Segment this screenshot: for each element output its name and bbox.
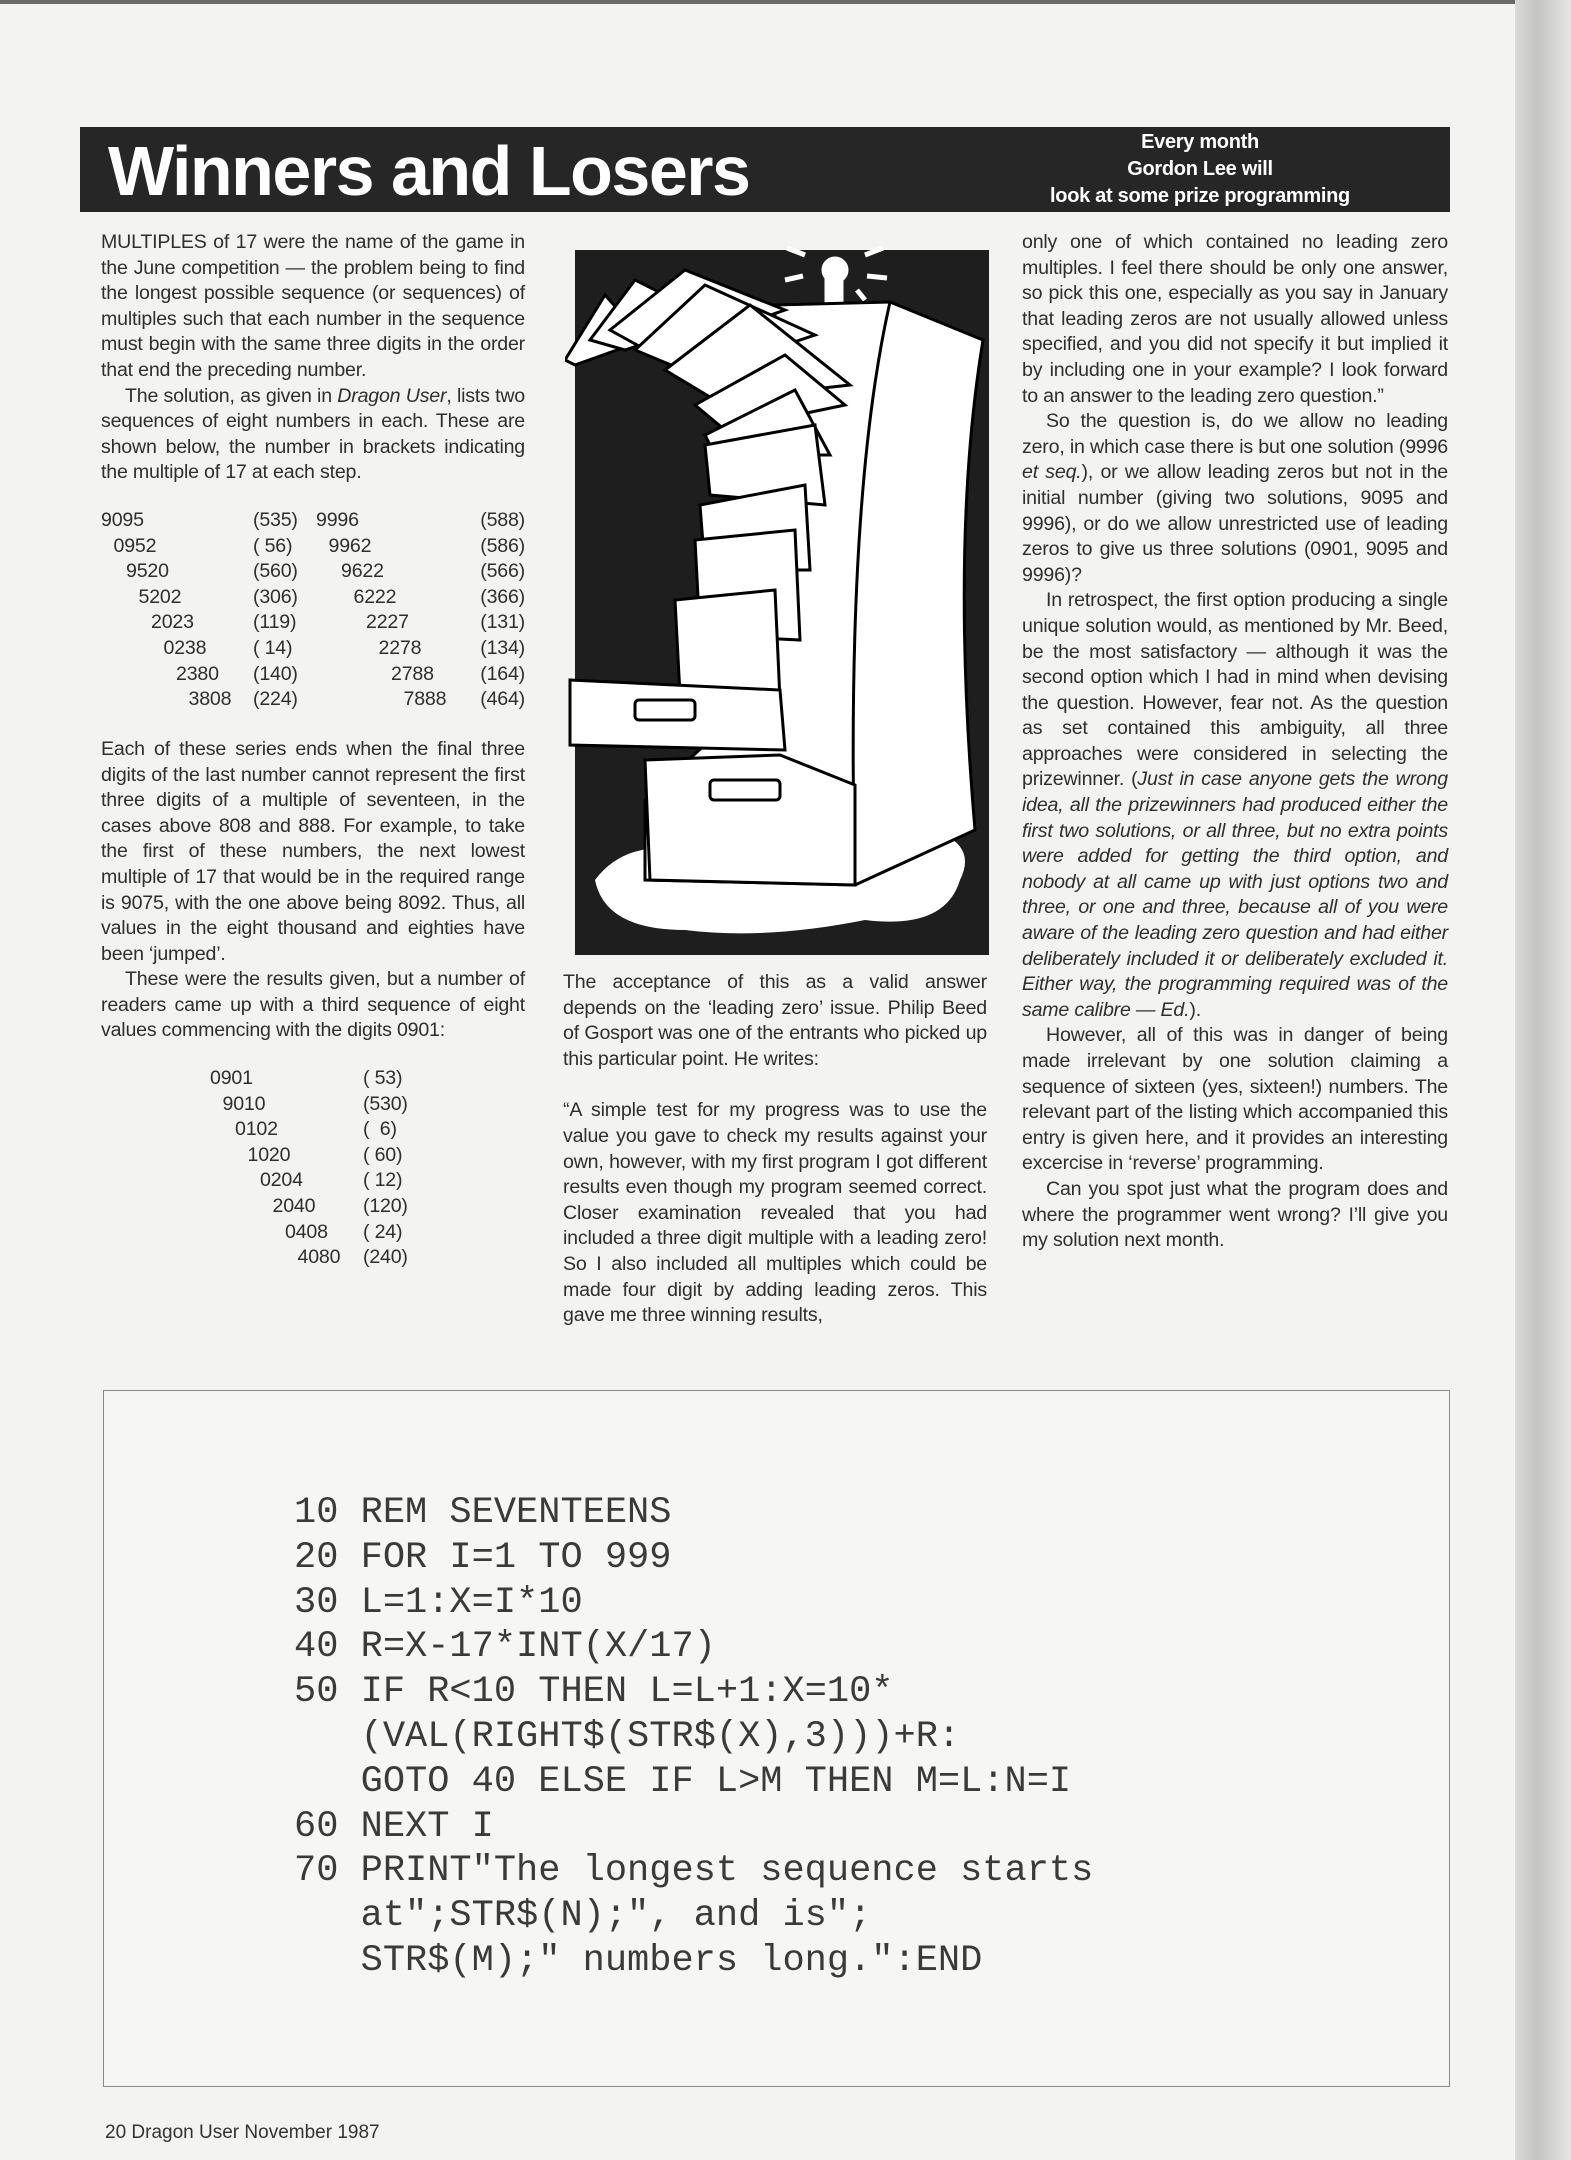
middle-column <box>563 970 987 1329</box>
paragraph <box>101 384 525 486</box>
code-line: GOTO 40 ELSE IF L>M THEN M=L:N=I <box>294 1760 1072 1803</box>
basic-program-listing <box>294 1491 1093 1984</box>
sequence-number: 9962 <box>328 534 372 557</box>
sequence-number: 0952 <box>113 534 157 557</box>
sequence-number: 4080 <box>297 1246 341 1269</box>
text-run: ), or we allow leading zeros but not in the initial number (giving two solutions, 9095 and 9996), or do we allow unrestricted use of leading zeros to give us three solutions (0901, 9095 and 9996)? <box>1022 461 1448 586</box>
sequence-number: 9095 <box>101 508 144 531</box>
left-column <box>101 230 525 1271</box>
text-run-italic: et seq. <box>1022 461 1082 484</box>
multiple-of-17: (366) <box>480 585 525 608</box>
multiple-of-17: ( 53) <box>363 1067 403 1090</box>
paragraph: Can you spot just what the program does and where the programmer went wrong? I’ll give you my solution next month. <box>1022 1177 1448 1252</box>
sequence-number: 7888 <box>403 688 447 711</box>
paragraph <box>1022 588 1448 1023</box>
sequence-number: 2023 <box>151 611 194 634</box>
multiple-of-17: (224) <box>253 688 298 711</box>
multiple-of-17: (120) <box>363 1195 408 1218</box>
multiple-of-17: (535) <box>253 508 298 531</box>
paragraph: MULTIPLES of 17 were the name of the game in the June competition — the problem being to find the longest possible sequence (or sequences) of multiples such that each number in the sequence must begin with the same three digits in the order that end the preceding number. <box>101 231 525 381</box>
paragraph: only one of which contained no leading zero multiples. I feel there should be only one answer, so pick this one, especially as you say in January that leading zeros are not usually allowed unless specified, and you did not specify it but implied it by including one in your example? I look forward to an answer to the leading zero question.” <box>1022 231 1448 407</box>
scan-top-edge <box>0 0 1571 4</box>
quoted-letter: “A simple test for my progress was to use the value you gave to check my results against your own, however, with my first program I got different results even though my program seemed correct. Closer examination revealed that you had included a three digit multiple with a leading zero! So I also included all multiples which could be made four digit by adding leading zeros. This gave me three winning results, <box>563 1099 987 1327</box>
page-footer: 20 Dragon User November 1987 <box>105 2122 380 2143</box>
sequence-number: 2380 <box>176 662 219 685</box>
sequence-number: 5202 <box>138 585 182 608</box>
code-line: 50 IF R<10 THEN L=L+1:X=10* <box>294 1671 894 1714</box>
sequence-number: 6222 <box>353 585 397 608</box>
code-line: STR$(M);" numbers long.":END <box>294 1939 983 1982</box>
paragraph: However, all of this was in danger of being made irrelevant by one solution claiming a sequence of sixteen (yes, sixteen!) numbers. The relevant part of the listing which accompanied this entry is given here, and it provides an interesting excercise in ‘reverse’ programming. <box>1022 1024 1448 1175</box>
scan-page-edge <box>1515 0 1571 2160</box>
multiple-of-17: (306) <box>253 585 298 608</box>
program-listing-box <box>103 1390 1450 2087</box>
code-line: 40 R=X-17*INT(X/17) <box>294 1626 716 1669</box>
sequence-number: 0204 <box>260 1169 303 1192</box>
code-line: 70 PRINT"The longest sequence starts <box>294 1850 1094 1893</box>
paragraph: Each of these series ends when the final three digits of the last number cannot represent the first three digits of a multiple of seventeen, in the cases above 808 and 888. For example, to take the first of these numbers, the next lowest multiple of 17 that would be in the required range is 9075, with the one above being 8092. Thus, all values in the eight thousand and eighties have been ‘jumped’. <box>101 737 525 965</box>
publication-name: Dragon User <box>337 384 447 407</box>
sequence-number: 0238 <box>163 636 207 659</box>
paragraph: These were the results given, but a number of readers came up with a third sequence of eight values commencing with the digits 0901: <box>101 968 525 1042</box>
sequence-number: 2788 <box>391 662 434 685</box>
paragraph: The acceptance of this as a valid answer depends on the ‘leading zero’ issue. Philip Beed of Gosport was one of the entrants who picked up this particular point. He writes: <box>563 971 987 1070</box>
editor-note: Just in case anyone gets the wrong idea, all the prizewinners had produced either the first two solutions, or all three, but no extra points were added for getting the third option, and nobody at all came up with just options two and three, or one and three, because all of you were aware of the leading zero question and had either deliberately included it or deliberately excluded it. Either way, the programming required was of the same calibre — Ed. <box>1022 768 1448 1021</box>
sequence-table-3 <box>101 1066 525 1271</box>
multiple-of-17: (464) <box>480 688 525 711</box>
multiple-of-17: (119) <box>253 611 297 634</box>
sequence-number: 3808 <box>188 688 232 711</box>
multiple-of-17: ( 60) <box>363 1143 403 1166</box>
article-header-banner <box>80 127 1450 212</box>
code-line: (VAL(RIGHT$(STR$(X),3)))+R: <box>294 1715 961 1758</box>
multiple-of-17: ( 56) <box>253 534 293 557</box>
sequence-number: 0408 <box>285 1220 328 1243</box>
text-run: In retrospect, the first option producing a single unique solution would, as mentioned by Mr. Beed, be the most satisfactory — although it was the second option which I had in mind when devising the question. However, fear not. As the question as set contained this ambiguity, all three approaches were considered in selecting the prizewinner. ( <box>1022 589 1448 791</box>
multiple-of-17: (164) <box>480 662 525 685</box>
paragraph <box>1022 409 1448 588</box>
standfirst-line: Gordon Lee will <box>1127 158 1273 180</box>
multiple-of-17: (566) <box>480 560 525 583</box>
right-column <box>1022 230 1448 1254</box>
sequence-number: 2040 <box>272 1195 316 1218</box>
text-run: So the question is, do we allow no leading zero, in which case there is but one solution (9996 <box>1022 410 1448 458</box>
standfirst-line: look at some prize programming <box>1050 185 1350 207</box>
article-title: Winners and Losers <box>108 132 750 210</box>
multiple-of-17: (588) <box>480 508 525 531</box>
multiple-of-17: (560) <box>253 560 298 583</box>
sequence-number: 9010 <box>222 1092 266 1115</box>
sequence-number: 1020 <box>247 1143 291 1166</box>
sequence-number: 9520 <box>126 560 169 583</box>
code-line: 20 FOR I=1 TO 999 <box>294 1536 672 1579</box>
sequence-number: 0901 <box>210 1067 253 1090</box>
sequence-table-1-2 <box>101 508 525 713</box>
code-line: 10 REM SEVENTEENS <box>294 1492 672 1534</box>
multiple-of-17: (530) <box>363 1092 408 1115</box>
text-run: ). <box>1189 998 1201 1021</box>
multiple-of-17: ( 14) <box>253 636 293 659</box>
multiple-of-17: ( 12) <box>363 1169 403 1192</box>
multiple-of-17: (586) <box>480 534 525 557</box>
text-run: , lists two sequences of eight numbers in each. These are shown below, the number in brackets indicating the multiple of 17 at each step. <box>101 384 525 484</box>
multiple-of-17: ( 24) <box>363 1220 403 1243</box>
sequence-number: 9996 <box>316 508 359 531</box>
filing-cabinet-illustration <box>565 240 997 958</box>
text-run: The solution, as given in <box>125 384 338 407</box>
code-line: 30 L=1:X=I*10 <box>294 1581 583 1624</box>
sequence-number: 2227 <box>366 611 409 634</box>
article-standfirst <box>980 129 1420 210</box>
sequence-number: 2278 <box>378 636 422 659</box>
code-line: 60 NEXT I <box>294 1805 494 1848</box>
multiple-of-17: (140) <box>253 662 298 685</box>
code-line: at";STR$(N);", and is"; <box>294 1895 872 1938</box>
standfirst-line: Every month <box>1141 131 1259 153</box>
sequence-number: 0102 <box>235 1118 278 1141</box>
multiple-of-17: (134) <box>480 636 525 659</box>
multiple-of-17: ( 6) <box>363 1118 397 1141</box>
multiple-of-17: (240) <box>363 1246 408 1269</box>
sequence-number: 9622 <box>341 560 384 583</box>
multiple-of-17: (131) <box>480 611 525 634</box>
